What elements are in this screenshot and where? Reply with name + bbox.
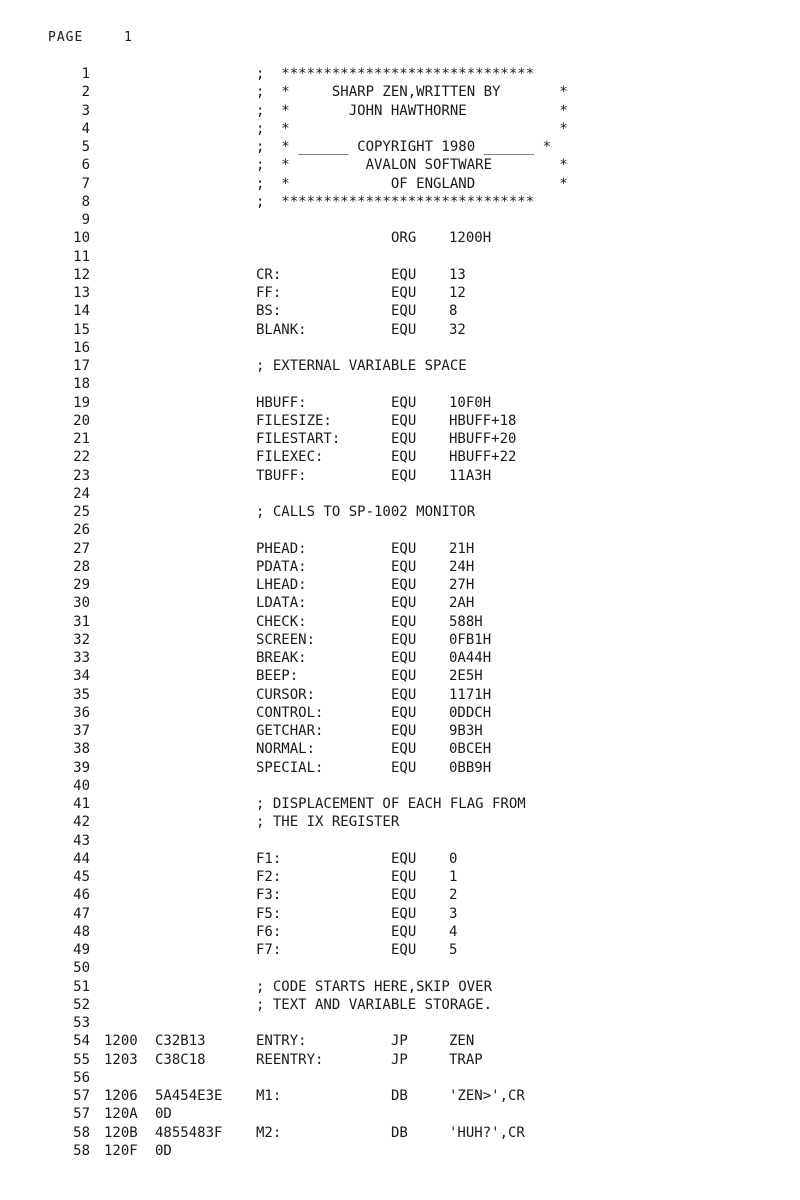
label: F3: [256, 887, 282, 904]
comment-text: ; CODE STARTS HERE,SKIP OVER [256, 978, 493, 995]
line-number: 9 [81, 212, 90, 228]
line-number: 23 [73, 467, 90, 484]
line-number: 25 [73, 504, 90, 520]
listing-line [0, 448, 800, 466]
comment-text: ; DISPLACEMENT OF EACH FLAG FROM [256, 796, 526, 812]
listing-line [0, 613, 800, 631]
listing-line [0, 193, 800, 211]
line-number: 50 [73, 960, 90, 977]
opcode: EQU [391, 668, 417, 685]
line-number: 4 [81, 120, 90, 137]
opcode: EQU [391, 303, 417, 320]
line-number: 13 [73, 285, 90, 301]
opcode: ORG [391, 230, 417, 247]
comment-text: ; THE IX REGISTER [256, 814, 400, 831]
listing-line [0, 211, 800, 229]
label: M2: [256, 1124, 282, 1141]
listing-line [0, 1032, 800, 1050]
line-number: 11 [73, 248, 90, 265]
opcode: EQU [391, 266, 417, 283]
listing-line [0, 795, 800, 813]
comment-text: ; * AVALON SOFTWARE * [256, 157, 568, 174]
label: HBUFF: [256, 394, 307, 411]
listing-line [0, 485, 800, 503]
opcode: EQU [391, 412, 417, 429]
line-number: 34 [73, 668, 90, 685]
operand: 5 [449, 942, 458, 958]
line-number: 5 [81, 139, 90, 155]
opcode: EQU [391, 540, 417, 557]
listing-line [0, 156, 800, 174]
comment-text: ; * * [256, 120, 568, 137]
opcode: EQU [391, 631, 417, 648]
line-number: 49 [73, 942, 90, 958]
object-code: 4855483F [155, 1124, 223, 1141]
operand: 2AH [449, 595, 475, 612]
line-number: 58 [73, 1142, 90, 1159]
operand: 2 [449, 887, 458, 904]
listing-line [0, 959, 800, 977]
opcode: EQU [391, 905, 417, 922]
line-number: 56 [73, 1069, 90, 1086]
comment-text: ; * OF ENGLAND * [256, 175, 568, 192]
operand: 'HUH?',CR [449, 1124, 525, 1141]
listing-line [0, 1069, 800, 1087]
listing-line [0, 321, 800, 339]
listing-line [0, 868, 800, 886]
line-number: 28 [73, 558, 90, 575]
label: CR: [256, 266, 282, 283]
listing-line [0, 923, 800, 941]
operand: 1200H [449, 230, 492, 247]
line-number: 43 [73, 832, 90, 849]
opcode: EQU [391, 431, 417, 447]
comment-text: ; TEXT AND VARIABLE STORAGE. [256, 996, 493, 1013]
opcode: JP [391, 1033, 408, 1050]
listing-line [0, 1051, 800, 1069]
line-number: 54 [73, 1033, 90, 1050]
object-code: C32B13 [155, 1033, 206, 1050]
line-number: 41 [73, 796, 90, 812]
opcode: EQU [391, 558, 417, 575]
label: SCREEN: [256, 631, 316, 648]
label: M1: [256, 1088, 282, 1104]
listing-line [0, 886, 800, 904]
line-number: 7 [81, 175, 90, 192]
opcode: EQU [391, 577, 417, 593]
line-number: 42 [73, 814, 90, 831]
line-number: 52 [73, 996, 90, 1013]
label: FILESIZE: [256, 412, 332, 429]
listing-line [0, 759, 800, 777]
label: TBUFF: [256, 467, 307, 484]
operand: 0BCEH [449, 741, 492, 758]
label: NORMAL: [256, 741, 316, 758]
listing-line [0, 996, 800, 1014]
operand: 'ZEN>',CR [449, 1088, 525, 1104]
listing-line [0, 357, 800, 375]
listing-line [0, 430, 800, 448]
line-number: 58 [73, 1124, 90, 1141]
line-number: 18 [73, 376, 90, 393]
label: F6: [256, 923, 282, 940]
address: 1200 [104, 1033, 138, 1050]
line-number: 27 [73, 540, 90, 557]
address: 120A [104, 1106, 138, 1123]
line-number: 35 [73, 686, 90, 703]
label: BLANK: [256, 321, 307, 338]
listing-line [0, 503, 800, 521]
line-number: 44 [73, 850, 90, 867]
listing-line [0, 576, 800, 594]
address: 120F [104, 1142, 138, 1159]
operand: 588H [449, 613, 483, 630]
assembly-listing [0, 65, 800, 1160]
listing-line [0, 686, 800, 704]
line-number: 46 [73, 887, 90, 904]
line-number: 8 [81, 193, 90, 210]
listing-line [0, 558, 800, 576]
listing-line [0, 1105, 800, 1123]
line-number: 53 [73, 1015, 90, 1031]
listing-line [0, 667, 800, 685]
line-number: 51 [73, 978, 90, 995]
operand: 8 [449, 303, 458, 320]
line-number: 31 [73, 613, 90, 630]
opcode: DB [391, 1124, 408, 1141]
line-number: 57 [73, 1106, 90, 1123]
label: GETCHAR: [256, 723, 324, 739]
line-number: 36 [73, 704, 90, 721]
line-number: 57 [73, 1088, 90, 1104]
address: 1206 [104, 1088, 138, 1104]
line-number: 26 [73, 522, 90, 539]
object-code: C38C18 [155, 1051, 206, 1068]
listing-line [0, 138, 800, 156]
opcode: EQU [391, 741, 417, 758]
opcode: EQU [391, 321, 417, 338]
label: CHECK: [256, 613, 307, 630]
label: F5: [256, 905, 282, 922]
line-number: 19 [73, 394, 90, 411]
comment-text: ; * SHARP ZEN,WRITTEN BY * [256, 84, 568, 101]
line-number: 33 [73, 650, 90, 666]
listing-line [0, 941, 800, 959]
listing-line [0, 248, 800, 266]
listing-line [0, 65, 800, 83]
opcode: EQU [391, 467, 417, 484]
listing-line [0, 412, 800, 430]
opcode: EQU [391, 613, 417, 630]
label: PHEAD: [256, 540, 307, 557]
listing-line [0, 905, 800, 923]
label: CURSOR: [256, 686, 316, 703]
line-number: 29 [73, 577, 90, 593]
listing-line [0, 594, 800, 612]
line-number: 47 [73, 905, 90, 922]
operand: ZEN [449, 1033, 475, 1050]
listing-line [0, 850, 800, 868]
opcode: EQU [391, 850, 417, 867]
listing-line [0, 521, 800, 539]
operand: 10F0H [449, 394, 492, 411]
listing-line [0, 813, 800, 831]
address: 120B [104, 1124, 138, 1141]
label: PDATA: [256, 558, 307, 575]
label: CONTROL: [256, 704, 324, 721]
opcode: EQU [391, 595, 417, 612]
line-number: 38 [73, 741, 90, 758]
opcode: DB [391, 1088, 408, 1104]
label: ENTRY: [256, 1033, 307, 1050]
label: BREAK: [256, 650, 307, 666]
opcode: EQU [391, 942, 417, 958]
operand: 9B3H [449, 723, 483, 739]
object-code: 5A454E3E [155, 1088, 223, 1104]
listing-line [0, 284, 800, 302]
line-number: 20 [73, 412, 90, 429]
listing-line [0, 704, 800, 722]
operand: 27H [449, 577, 475, 593]
operand: TRAP [449, 1051, 483, 1068]
operand: HBUFF+22 [449, 449, 517, 466]
comment-text: ; ****************************** [256, 193, 535, 210]
label: F1: [256, 850, 282, 867]
line-number: 30 [73, 595, 90, 612]
opcode: EQU [391, 449, 417, 466]
operand: 1 [449, 869, 458, 885]
operand: 0A44H [449, 650, 492, 666]
listing-line [0, 302, 800, 320]
listing-line [0, 978, 800, 996]
listing-line [0, 339, 800, 357]
object-code: 0D [155, 1142, 172, 1159]
line-number: 39 [73, 759, 90, 776]
listing-line [0, 832, 800, 850]
opcode: EQU [391, 869, 417, 885]
object-code: 0D [155, 1106, 172, 1123]
line-number: 3 [81, 102, 90, 119]
line-number: 1 [81, 66, 90, 82]
comment-text: ; CALLS TO SP-1002 MONITOR [256, 504, 476, 520]
operand: 0 [449, 850, 458, 867]
opcode: EQU [391, 887, 417, 904]
label: LDATA: [256, 595, 307, 612]
label: REENTRY: [256, 1051, 324, 1068]
page-number: 1 [124, 30, 133, 45]
listing-line [0, 631, 800, 649]
line-number: 21 [73, 431, 90, 447]
comment-text: ; ****************************** [256, 66, 535, 82]
operand: 13 [449, 266, 466, 283]
line-number: 45 [73, 869, 90, 885]
line-number: 37 [73, 723, 90, 739]
label: FF: [256, 285, 282, 301]
comment-text: ; EXTERNAL VARIABLE SPACE [256, 358, 467, 374]
opcode: EQU [391, 394, 417, 411]
listing-line [0, 540, 800, 558]
opcode: EQU [391, 704, 417, 721]
operand: 24H [449, 558, 475, 575]
opcode: EQU [391, 759, 417, 776]
listing-line [0, 649, 800, 667]
line-number: 22 [73, 449, 90, 466]
label: FILESTART: [256, 431, 341, 447]
listing-line [0, 740, 800, 758]
line-number: 48 [73, 923, 90, 940]
label: FILEXEC: [256, 449, 324, 466]
label: F7: [256, 942, 282, 958]
listing-line [0, 375, 800, 393]
label: BEEP: [256, 668, 299, 685]
opcode: JP [391, 1051, 408, 1068]
opcode: EQU [391, 686, 417, 703]
line-number: 32 [73, 631, 90, 648]
listing-line [0, 722, 800, 740]
operand: 11A3H [449, 467, 492, 484]
operand: HBUFF+18 [449, 412, 517, 429]
listing-line [0, 229, 800, 247]
operand: 0FB1H [449, 631, 492, 648]
label: LHEAD: [256, 577, 307, 593]
opcode: EQU [391, 285, 417, 301]
line-number: 12 [73, 266, 90, 283]
line-number: 14 [73, 303, 90, 320]
operand: HBUFF+20 [449, 431, 517, 447]
line-number: 2 [81, 84, 90, 101]
listing-line [0, 777, 800, 795]
listing-line [0, 1124, 800, 1142]
line-number: 15 [73, 321, 90, 338]
operand: 32 [449, 321, 466, 338]
address: 1203 [104, 1051, 138, 1068]
page-label: PAGE [48, 30, 84, 45]
line-number: 16 [73, 339, 90, 356]
opcode: EQU [391, 923, 417, 940]
label: BS: [256, 303, 282, 320]
listing-line [0, 120, 800, 138]
listing-line [0, 394, 800, 412]
opcode: EQU [391, 723, 417, 739]
label: F2: [256, 869, 282, 885]
operand: 2E5H [449, 668, 483, 685]
listing-line [0, 266, 800, 284]
operand: 0DDCH [449, 704, 492, 721]
operand: 4 [449, 923, 458, 940]
operand: 3 [449, 905, 458, 922]
comment-text: ; * ______ COPYRIGHT 1980 ______ * [256, 139, 552, 155]
line-number: 10 [73, 230, 90, 247]
listing-line [0, 1087, 800, 1105]
listing-line [0, 175, 800, 193]
operand: 21H [449, 540, 475, 557]
listing-line [0, 102, 800, 120]
line-number: 24 [73, 485, 90, 502]
listing-line [0, 1142, 800, 1160]
line-number: 6 [81, 157, 90, 174]
operand: 12 [449, 285, 466, 301]
listing-line [0, 467, 800, 485]
line-number: 40 [73, 777, 90, 794]
operand: 1171H [449, 686, 492, 703]
line-number: 17 [73, 358, 90, 374]
listing-line [0, 83, 800, 101]
opcode: EQU [391, 650, 417, 666]
line-number: 55 [73, 1051, 90, 1068]
label: SPECIAL: [256, 759, 324, 776]
comment-text: ; * JOHN HAWTHORNE * [256, 102, 568, 119]
operand: 0BB9H [449, 759, 492, 776]
listing-line [0, 1014, 800, 1032]
